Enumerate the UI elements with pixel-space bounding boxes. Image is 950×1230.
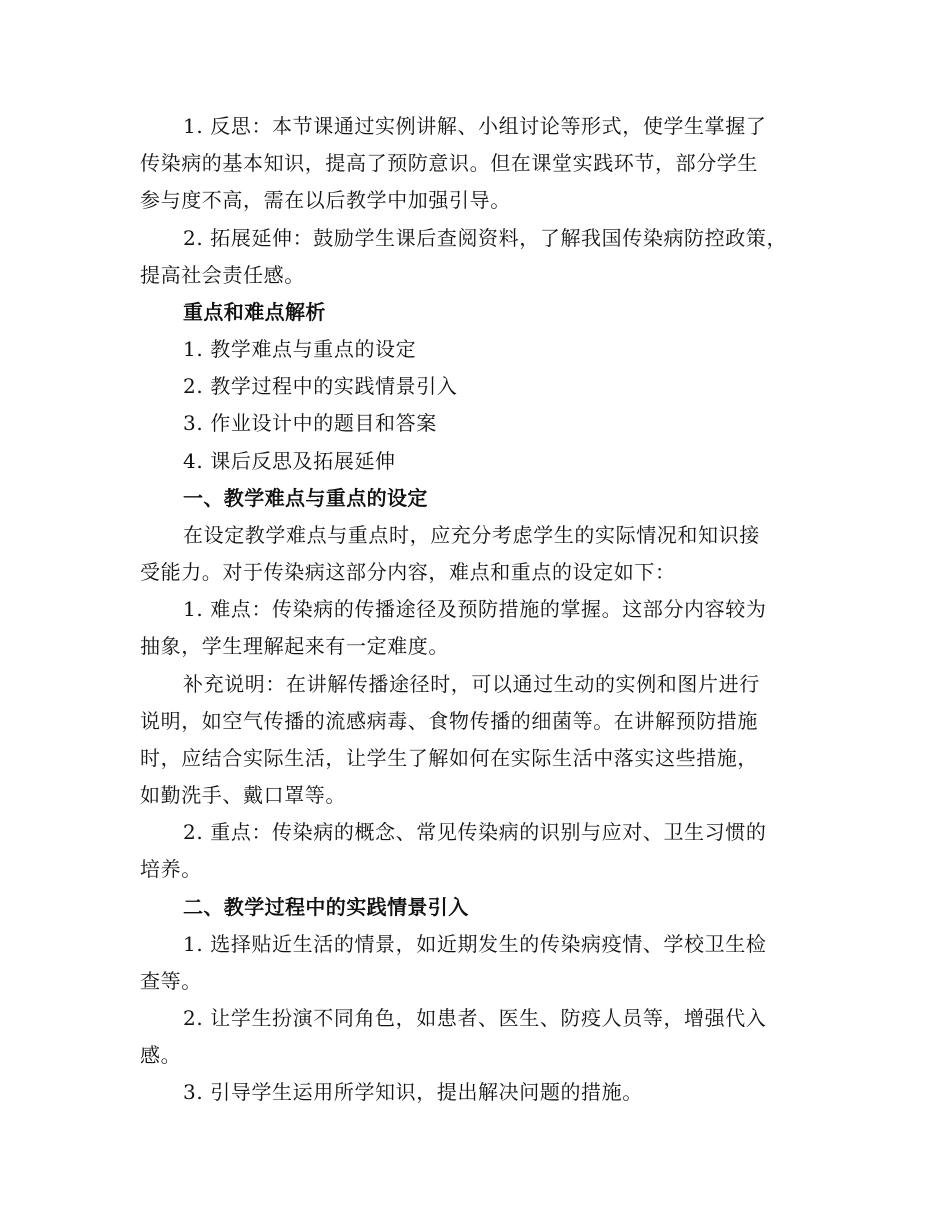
- list-item: 2. 教学过程中的实践情景引入: [183, 374, 458, 398]
- section-heading: 重点和难点解析: [183, 300, 326, 324]
- paragraph-line: 受能力。对于传染病这部分内容，难点和重点的设定如下：: [140, 560, 676, 584]
- paragraph-line: 说明，如空气传播的流感病毒、食物传播的细菌等。在讲解预防措施: [140, 709, 758, 733]
- list-item: 1. 教学难点与重点的设定: [183, 337, 417, 361]
- paragraph-line: 时，应结合实际生活，让学生了解如何在实际生活中落实这些措施，: [140, 746, 758, 770]
- list-item: 3. 作业设计中的题目和答案: [183, 411, 437, 435]
- paragraph-line: 如勤洗手、戴口罩等。: [140, 783, 346, 807]
- paragraph-line: 补充说明：在讲解传播途径时，可以通过生动的实例和图片进行: [183, 672, 760, 696]
- paragraph-line: 3. 引导学生运用所学知识，提出解决问题的措施。: [183, 1080, 643, 1104]
- paragraph-line: 传染病的基本知识，提高了预防意识。但在课堂实践环节，部分学生: [140, 151, 758, 175]
- paragraph-line: 1. 反思：本节课通过实例讲解、小组讨论等形式，使学生掌握了: [183, 114, 767, 138]
- paragraph-line: 在设定教学难点与重点时，应充分考虑学生的实际情况和知识接: [183, 523, 760, 547]
- paragraph-line: 抽象，学生理解起来有一定难度。: [140, 634, 449, 658]
- paragraph-line: 参与度不高，需在以后教学中加强引导。: [140, 188, 511, 212]
- paragraph-line: 培养。: [140, 857, 202, 881]
- list-item: 4. 课后反思及拓展延伸: [183, 449, 396, 473]
- paragraph-line: 2. 重点：传染病的概念、常见传染病的识别与应对、卫生习惯的: [183, 820, 767, 844]
- section-heading: 二、教学过程中的实践情景引入: [183, 895, 469, 919]
- paragraph-line: 感。: [140, 1043, 182, 1067]
- paragraph-line: 1. 选择贴近生活的情景，如近期发生的传染病疫情、学校卫生检: [183, 932, 767, 956]
- paragraph-line: 2. 让学生扮演不同角色，如患者、医生、防疫人员等，增强代入: [183, 1006, 767, 1030]
- section-heading: 一、教学难点与重点的设定: [183, 486, 428, 510]
- paragraph-line: 1. 难点：传染病的传播途径及预防措施的掌握。这部分内容较为: [183, 597, 767, 621]
- paragraph-line: 提高社会责任感。: [140, 263, 305, 287]
- paragraph-line: 查等。: [140, 969, 202, 993]
- paragraph-line: 2. 拓展延伸：鼓励学生课后查阅资料，了解我国传染病防控政策，: [183, 226, 788, 250]
